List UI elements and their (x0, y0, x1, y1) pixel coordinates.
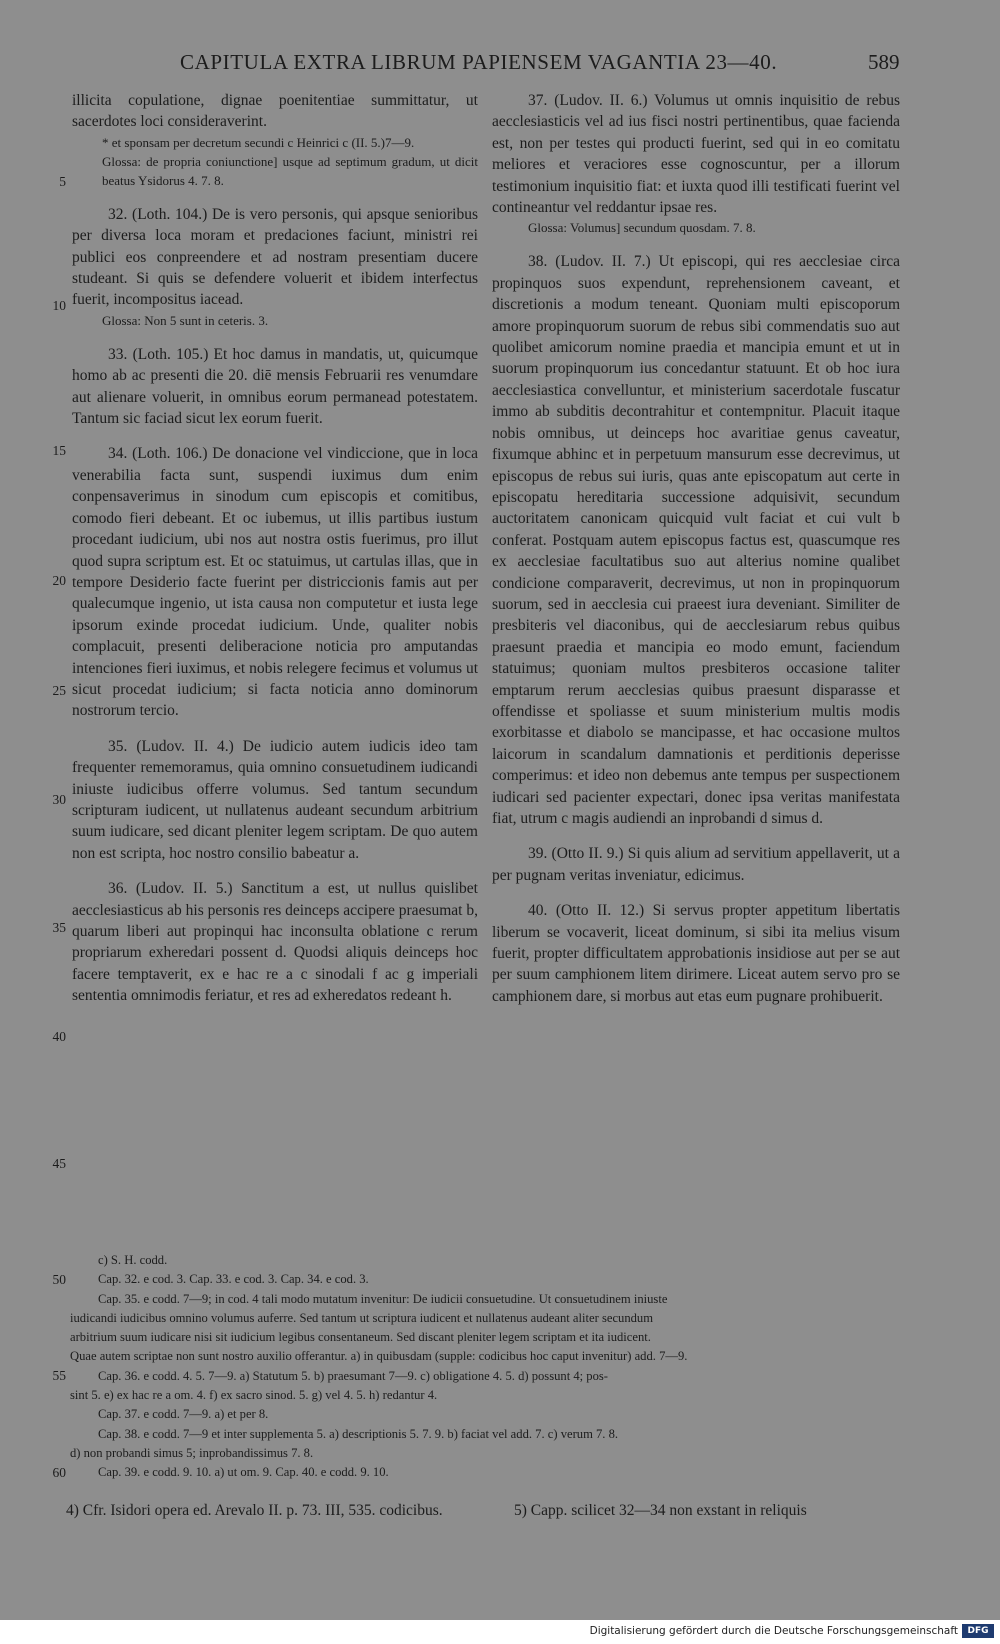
line-number: 30 (52, 792, 66, 807)
chapter-34: 34. (Loth. 106.) De donacione vel vindiccione, que in loca venerabilia facta sunt, suspendi iuximus dum enim conpensaverimus in sinodum cum episcopis et comitibus, comodo fieri debeant. Et oc iubemus, ut illis partibus iustum procedant iudicium, ubi nos aut nostra ostis fuerimus, pro illut quod supra scriptum est. Et oc statuimus, ut cartulas illas, que in tempore Desiderio facte fuerint per districcionis famis aut per qualecumque ingenio, ut ista causa non computetur et iusta lege ipsorum exinde procedat iudicium. Unde, qualiter nobis complacuit, presenti deliberacione noticia pro amputandas intenciones fieri iuximus, et nobis relegere fecimus et volumus ut sicut procedat iudicium; si facta noticia anno dominorum nostrorum tercio. (72, 445, 478, 720)
line-number: 15 (52, 443, 66, 458)
line-number: 50 (52, 1272, 66, 1287)
page-number: 589 (868, 50, 900, 74)
apparatus-line: Cap. 32. e cod. 3. Cap. 33. e cod. 3. Cap. 34. e cod. 3. (98, 1272, 369, 1287)
apparatus-line: Cap. 36. e codd. 4. 5. 7—9. a) Statutum 5. b) praesumant 7—9. c) obligatione 4. 5. d) possunt 4; pos- (98, 1368, 608, 1383)
gloss-note: Glossa: de propria coniunctione] usque ad septimum gradum, ut dicit beatus Ysidorus 4. 7. 8. (102, 153, 478, 188)
apparatus-line: Cap. 38. e codd. 7—9 et inter supplementa 5. a) descriptionis 5. 7. 9. b) faciat vel add. 7. c) verum 7. 8. (98, 1426, 619, 1441)
chapter-36: 36. (Ludov. II. 5.) Sanctitum a est, ut nullus quislibet aecclesiasticus ab his personis res deinceps accipere praesumat b, quarum liberi aut propinqui hac inconsulta oblatione c rerum propriarum exheredari possent d. Quodsi aliquis deinceps hoc facere temptaverit, ex e hac re a c sinodali f ac g imperiali sententia omnimodis feriatur, et res ad exheredatos redeant h. (72, 880, 478, 1005)
apparatus-line: Cap. 35. e codd. 7—9; in cod. 4 tali modo mutatum invenitur: De iudicii consuetudine. Ut consuetudinem iniuste (98, 1291, 668, 1306)
line-number: 25 (52, 683, 66, 698)
line-number: 45 (52, 1156, 66, 1171)
gloss-note: * et sponsam per decretum secundi c Heinrici c (II. 5.)7—9. (102, 134, 415, 150)
line-number: 60 (52, 1465, 66, 1480)
right-text-column (492, 90, 900, 1007)
apparatus-line: arbitrium suum iudicare nisi sit iudicium legibus consentaneum. Sed discant pleniter legem scriptam et ita iudicent. (70, 1330, 651, 1345)
chapter-37: 37. (Ludov. II. 6.) Volumus ut omnis inquisitio de rebus aecclesiasticis vel ad ius fisci nostri pertinentibus, quae facienda est, non per testes qui producti fuerint, sed qui in eo comitatu meliores et veraciores esse cognoscuntur, per a illorum testimonium inquisitio fiat: et iuxta quod illi testificati fuerint vel contineantur vel reddantur ipsae res. (492, 92, 900, 217)
footnote-5: 5) Capp. scilicet 32—34 non exstant in reliquis (514, 1502, 807, 1519)
gloss-note: Glossa: Non 5 sunt in ceteris. 3. (102, 312, 269, 328)
line-number: 5 (59, 174, 66, 189)
apparatus-line: iudicandi iudicibus omnino volumus auferre. Sed tantum ut scriptura iudicent et nullatenus audeant aliter secundum (70, 1310, 654, 1325)
apparatus-line: d) non probandi simus 5; inprobandissimus 7. 8. (70, 1445, 314, 1460)
footnote-4: 4) Cfr. Isidori opera ed. Arevalo II. p. 73. III, 535. codicibus. (66, 1502, 443, 1519)
left-text-column (72, 90, 478, 1007)
digitization-footer (0, 1620, 1000, 1644)
line-number: 20 (52, 573, 66, 588)
line-number: 40 (52, 1029, 66, 1044)
dfg-logo-icon: DFG (962, 1624, 994, 1638)
funding-credit: Digitalisierung gefördert durch die Deutsche Forschungsgemeinschaft (589, 1625, 958, 1637)
gloss-note: Glossa: Volumus] secundum quosdam. 7. 8. (528, 220, 756, 236)
chapter-38: 38. (Ludov. II. 7.) Ut episcopi, qui res aecclesiae circa propinquos suos expendunt, reprehensionem caveant, et discretionis a modum teneant. Quoniam multi episcoporum amore propinquorum suorum de rebus sibi commendatis suo aut quolibet amicorum nomine praedia et mancipia emunt et ut in suorum propinquorum ius concedantur statuunt. Et ob hoc iura aecclesiastica convelluntur, et ministerium sacerdotale fuscatur immo ab subditis decontrahitur et contempnitur. Placuit itaque nobis omnibus, ut deinceps hoc avaritiae genus caveatur, fixumque abhinc et in perpetuum mansurum esse decrevimus, ut episcopus de rebus sui iuris, quas ante episcopatum aut certe in episcopatu hereditaria successione adquisivit, secundum auctoritatem canonicam quicquid vult faciat et cui vult b conferat. Postquam autem episcopus factus est, quascumque res ex aecclesiae facultatibus suo aut alterius nomine qualibet condicione comparaverit, decrevimus, ut non in propinquorum suorum, sed in aecclesia cui praeest iura deveniant. Similiter de presbiteris vel diaconibus, qui de aecclesiarum rebus quibus praesunt praedia et mancipia eo modo emunt, faciendum statuimus; quoniam multos presbiteros occasione taliter emptarum rerum aecclesias quibus praesunt disparasse et offendisse et spoliasse et suum ministerium multis modis exorbitasse et diabolo se mancipasse, et hac occasione multos laicorum in scandalum damnationis et perditionis deperisse comperimus: et ideo non debemus ante tempus per suspectionem iudicari sed pacienter expectari, donec ipsa veritas manifestata fiat, utrum c magis audiendi an inprobandi d simus d. (492, 253, 900, 827)
chapter-33: 33. (Loth. 105.) Et hoc damus in mandatis, ut, quicumque homo ab ac presenti die 20. diē mensis Februarii res venumdare aut alienare voluerit, in omnibus eorum permanead potestatem. Tantum sic faciad sicut lex eorum fuerit. (72, 345, 478, 428)
chapter-35: 35. (Ludov. II. 4.) De iudicio autem iudicis ideo tam frequenter rememoramus, quia omnino consuetudinem iudicandi iniuste iudicibus offerre volumus. Sed tantum secundum scripturam iudicent, ut nullatenus audeant secundum arbitrium suum iudicare, sed dicant pleniter legem scriptam. De quo autem non est scripta, hoc nostro consilio babeatur a. (72, 737, 478, 862)
line-number: 35 (52, 920, 66, 935)
apparatus-line: Quae autem scriptae non sunt nostro auxilio offerantur. a) in quibusdam (supple: codicibus hoc caput invenitur) add. 7—9. (70, 1349, 688, 1364)
chapter-40: 40. (Otto II. 12.) Si servus propter appetitum libertatis liberum se vocaverit, liceat dominum, si sibi ita melius visum fuerit, propter difficultatem approbationis insidiose aut per se aut per suum camphionem litem dirimere. Liceat autem servo pro se camphionem dare, si morbus aut etas eum pugnare prohibuerit. (492, 902, 900, 1005)
paragraph-continuation: illicita copulatione, dignae poenitentiae summittatur, ut sacerdotes loci consideraverint. (72, 92, 478, 131)
critical-apparatus (70, 1251, 900, 1483)
apparatus-line: Cap. 37. e codd. 7—9. a) et per 8. (98, 1407, 269, 1422)
apparatus-line: sint 5. e) ex hac re a om. 4. f) ex sacro sinod. 5. g) vel 4. 5. h) redantur 4. (70, 1388, 438, 1403)
chapter-32: 32. (Loth. 104.) De is vero personis, qui apsque senioribus per diversa loca moram et predaciones faciunt, ministri rei publici eos conpreendere et ad nostram presentiam ducere studeant. Si quis se defendere voluerit et ibidem interfectus fuerit, incompositus iacead. (72, 205, 478, 309)
running-title: CAPITULA EXTRA LIBRUM PAPIENSEM VAGANTIA 23—40. (180, 50, 778, 74)
apparatus-line: c) S. H. codd. (98, 1253, 168, 1267)
line-number: 10 (52, 298, 66, 313)
line-number: 55 (52, 1368, 66, 1383)
chapter-39: 39. (Otto II. 9.) Si quis alium ad servitium appellaverit, ut a per pugnam veritas inveniatur, edicimus. (492, 845, 900, 884)
apparatus-line: Cap. 39. e codd. 9. 10. a) ut om. 9. Cap. 40. e codd. 9. 10. (98, 1465, 389, 1480)
